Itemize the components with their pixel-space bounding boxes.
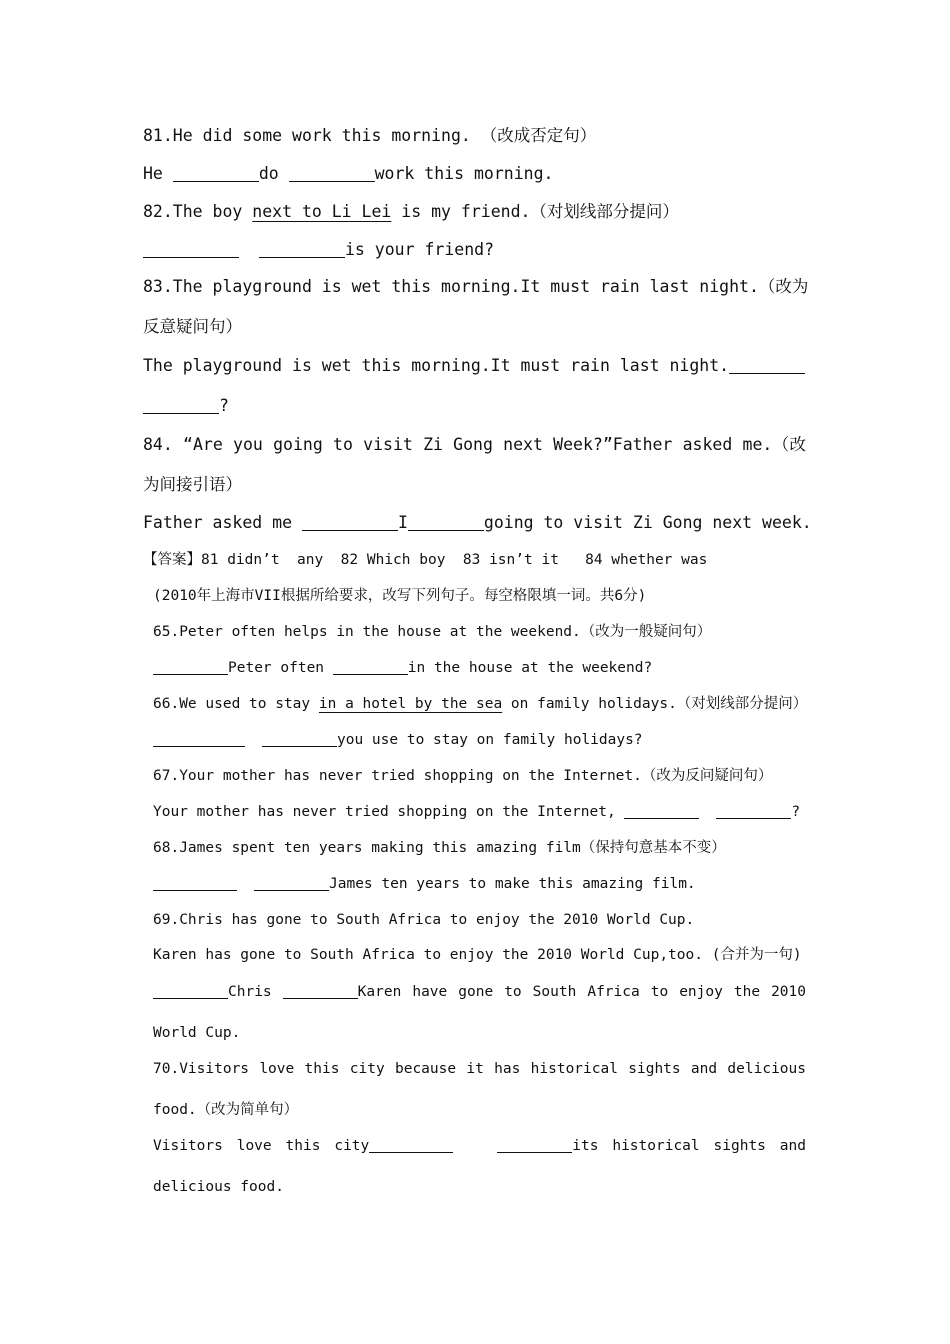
q69-answer-line1 bbox=[153, 985, 806, 1000]
q66-answer-line bbox=[153, 733, 643, 748]
q81-answer-line bbox=[143, 166, 553, 183]
answer-key: 【答案】81 didn’t any 82 Which boy 83 isn’t it 84 whether was bbox=[143, 552, 708, 568]
answer-blank[interactable] bbox=[259, 257, 345, 258]
text: 66.We used to stay bbox=[153, 696, 319, 712]
text: Karen have gone to South Africa to enjoy the 2010 bbox=[357, 984, 806, 1000]
answer-blank[interactable] bbox=[153, 746, 245, 747]
text: its historical sights and bbox=[572, 1138, 806, 1154]
q82-answer-line bbox=[143, 242, 494, 259]
q69-answer-line2: World Cup. bbox=[153, 1025, 241, 1041]
answer-blank[interactable] bbox=[624, 818, 699, 819]
q84-answer-line bbox=[143, 515, 812, 532]
answer-blank[interactable] bbox=[333, 674, 408, 675]
text: The playground is wet this morning.It must rain last night. bbox=[143, 356, 730, 375]
answer-blank[interactable] bbox=[369, 1152, 453, 1153]
q65-prompt: 65.Peter often helps in the house at the weekend.（改为一般疑问句） bbox=[153, 624, 712, 640]
text: Father asked me bbox=[143, 513, 302, 532]
text: is your friend? bbox=[345, 240, 495, 259]
answer-blank[interactable] bbox=[289, 181, 375, 182]
text: He bbox=[143, 164, 173, 183]
q68-answer-line bbox=[153, 877, 696, 892]
q70-prompt-line1: 70.Visitors love this city because it has historical sights and delicious bbox=[153, 1061, 806, 1077]
text: Your mother has never tried shopping on the Internet, bbox=[153, 804, 625, 820]
text: Peter often bbox=[228, 660, 333, 676]
answer-blank[interactable] bbox=[283, 998, 358, 999]
q82-prompt bbox=[143, 204, 679, 221]
answer-blank[interactable] bbox=[716, 818, 791, 819]
text: ? bbox=[791, 804, 801, 820]
answer-blank[interactable] bbox=[254, 890, 329, 891]
answer-blank[interactable] bbox=[153, 674, 228, 675]
q67-prompt: 67.Your mother has never tried shopping on the Internet.（改为反问疑问句） bbox=[153, 768, 773, 784]
text: Visitors love this city bbox=[153, 1138, 370, 1154]
text: 82.The boy bbox=[143, 202, 253, 221]
q83-answer-line1 bbox=[143, 358, 805, 375]
underlined-phrase: next to Li Lei bbox=[252, 202, 392, 221]
text: I bbox=[397, 513, 408, 532]
section-header: (2010年上海市VII根据所给要求，改写下列句子。每空格限填一词。共6分) bbox=[153, 588, 647, 604]
answer-blank[interactable] bbox=[153, 890, 237, 891]
text: ? bbox=[219, 396, 229, 415]
q84-prompt-line2: 为间接引语） bbox=[143, 475, 242, 494]
answer-blank[interactable] bbox=[497, 1152, 572, 1153]
q69-prompt-line1: 69.Chris has gone to South Africa to enjoy the 2010 World Cup. bbox=[153, 912, 695, 928]
q65-answer-line bbox=[153, 661, 652, 676]
text: do bbox=[258, 164, 289, 183]
text: going to visit Zi Gong next week. bbox=[483, 513, 812, 532]
text: on family holidays.（对划线部分提问） bbox=[502, 696, 808, 712]
q66-prompt bbox=[153, 697, 807, 712]
answer-blank[interactable] bbox=[408, 530, 484, 531]
text: is my friend.（对划线部分提问） bbox=[391, 202, 679, 221]
answer-blank[interactable] bbox=[153, 998, 228, 999]
q83-answer-line2 bbox=[143, 398, 229, 415]
underlined-phrase: in a hotel by the sea bbox=[318, 696, 503, 712]
q70-answer-line2: delicious food. bbox=[153, 1179, 284, 1195]
answer-blank[interactable] bbox=[302, 530, 398, 531]
text: you use to stay on family holidays? bbox=[337, 732, 643, 748]
answer-blank[interactable] bbox=[143, 413, 219, 414]
text: work this morning. bbox=[374, 164, 554, 183]
q81-prompt: 81.He did some work this morning. （改成否定句） bbox=[143, 126, 597, 145]
answer-blank[interactable] bbox=[729, 373, 805, 374]
q83-prompt-line2: 反意疑问句） bbox=[143, 317, 242, 336]
answer-blank[interactable] bbox=[262, 746, 337, 747]
text: in the house at the weekend? bbox=[407, 660, 653, 676]
answer-blank[interactable] bbox=[173, 181, 259, 182]
q84-prompt-line1: 84. “Are you going to visit Zi Gong next Week?”Father asked me.（改 bbox=[143, 435, 806, 454]
text: Chris bbox=[228, 984, 283, 1000]
q83-prompt-line1: 83.The playground is wet this morning.It must rain last night.（改为 bbox=[143, 277, 809, 296]
q67-answer-line bbox=[153, 805, 800, 820]
q70-prompt-line2: food.（改为简单句） bbox=[153, 1102, 299, 1118]
q68-prompt: 68.James spent ten years making this amazing film（保持句意基本不变） bbox=[153, 840, 726, 856]
q69-prompt-line2: Karen has gone to South Africa to enjoy the 2010 World Cup,too. (合并为一句) bbox=[153, 947, 802, 963]
answer-blank[interactable] bbox=[143, 257, 239, 258]
q70-answer-line1 bbox=[153, 1139, 806, 1154]
text: James ten years to make this amazing film. bbox=[329, 876, 696, 892]
